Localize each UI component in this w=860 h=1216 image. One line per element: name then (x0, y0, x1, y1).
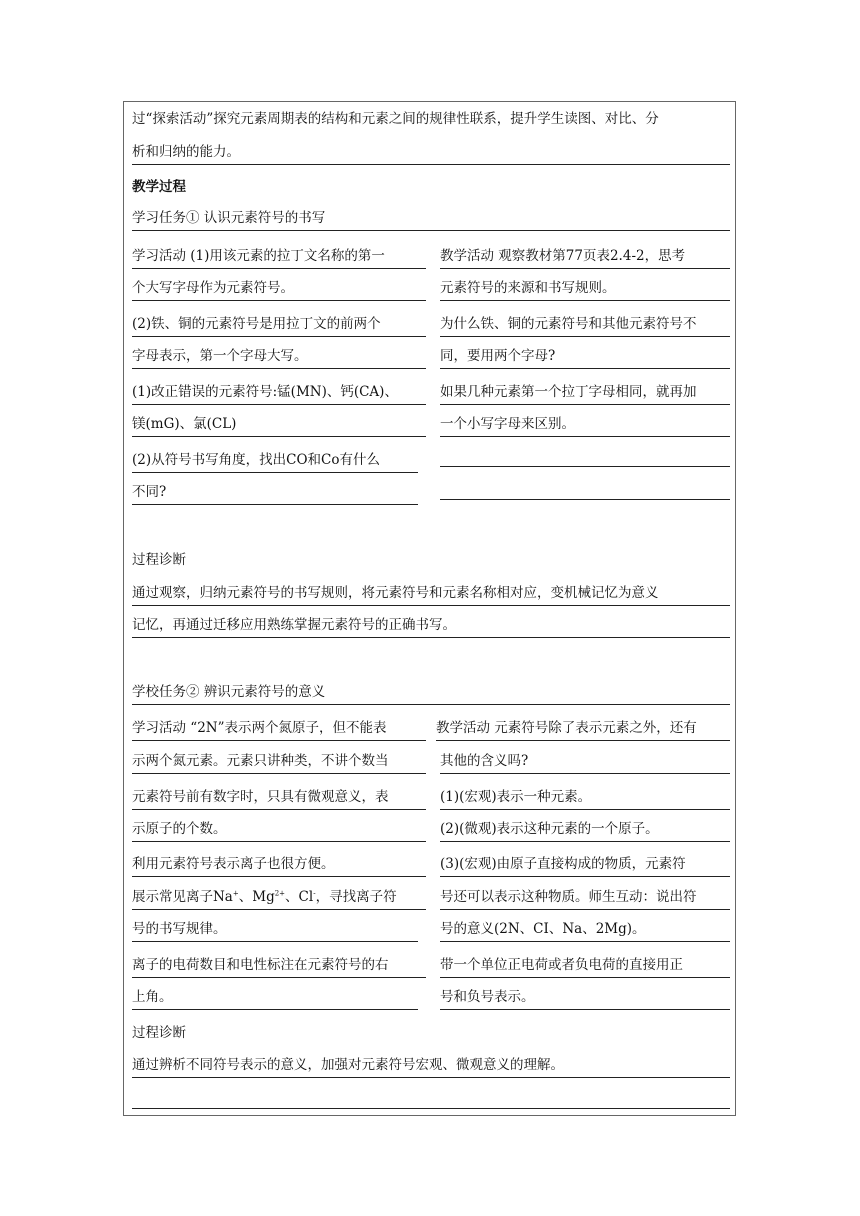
task1-diagnosis-line-1: 通过观察，归纳元素符号的书写规则，将元素符号和元素名称相对应，变机械记忆为意义 (132, 582, 730, 606)
task2-right-line-8: 带一个单位正电荷或者负电荷的直接用正 (440, 954, 730, 978)
task1-right-blank-line (440, 499, 730, 500)
task2-right-line-5: (3)(宏观)由原子直接构成的物质，元素符 (440, 853, 730, 877)
task1-right-line-3: 为什么铁、铜的元素符号和其他元素符号不 (440, 313, 730, 337)
task1-right-line-4: 同，要用两个字母? (440, 345, 730, 369)
task1-right-line-6: 一个小写字母来区别。 (440, 413, 730, 437)
task2-left-line-4: 示原子的个数。 (132, 818, 426, 842)
task2-left-line-5: 利用元素符号表示离子也很方便。 (132, 853, 426, 877)
task2-right-line-1: 教学活动 元素符号除了表示元素之外，还有 (436, 717, 730, 741)
task1-right-line-5: 如果几种元素第一个拉丁字母相同，就再加 (440, 381, 730, 405)
task2-right-line-4: (2)(微观)表示这种元素的一个原子。 (440, 818, 730, 842)
task2-left-line-6: 展示常见离子Na+、$Mg^{2+}$、Cl-，寻找离子符 (132, 886, 426, 910)
task1-left-line-5: (1)改正错误的元素符号:锰(MN)、钙(CA)、 (132, 381, 426, 405)
task2-right-label: 教学活动 (436, 720, 490, 736)
chloride-ion-charge: - (313, 889, 316, 898)
task2-left-label: 学习活动 (132, 720, 186, 736)
task1-left-label: 学习活动 (132, 248, 186, 264)
task1-left-line-7: (2)从符号书写角度，找出CO和Co有什么 (132, 449, 418, 473)
sodium-ion-charge: + (232, 889, 239, 898)
task1-header (132, 207, 730, 231)
task2-left-line-2: 示两个氮元素。元素只讲种类，不讲个数当 (132, 750, 426, 774)
task1-left-line-3: (2)铁、铜的元素符号是用拉丁文的前两个 (132, 313, 426, 337)
task1-right-line-2: 元素符号的来源和书写规则。 (440, 277, 730, 301)
task2-left-line-8: 离子的电荷数目和电性标注在元素符号的右 (132, 954, 426, 978)
task1-diagnosis-label: 过程诊断 (132, 552, 186, 568)
task1-left-line-2: 个大写字母作为元素符号。 (132, 277, 426, 301)
task1-title: 认识元素符号的书写 (199, 210, 326, 226)
task2-left-line-3: 元素符号前有数字时，只具有微观意义，表 (132, 786, 426, 810)
task1-prefix: 学习任务① (132, 210, 200, 226)
task2-left-line-7: 号的书写规律。 (132, 918, 418, 942)
task1-right-blank-line (440, 466, 730, 467)
task2-right-line-2: 其他的含义吗? (440, 750, 730, 774)
section-heading: 教学过程 (132, 179, 186, 195)
intro-line-1: 过“探索活动”探究元素周期表的结构和元素之间的规律性联系，提升学生读图、对比、分 (132, 111, 659, 127)
task2-prefix: 学校任务② (132, 684, 200, 700)
task2-blank-line (132, 1108, 730, 1109)
magnesium-ion-charge: 2+ (274, 889, 286, 898)
task2-diagnosis-label: 过程诊断 (132, 1025, 186, 1041)
task1-right-label: 教学活动 (440, 248, 494, 264)
task1-diagnosis-line-2: 记忆，再通过迁移应用熟练掌握元素符号的正确书写。 (132, 614, 730, 638)
intro-line-2: 析和归纳的能力。 (132, 141, 730, 165)
task1-right-line-1: 教学活动 观察教材第77页表2.4-2，思考 (440, 245, 730, 269)
task1-left-line-6: 镁(mG)、氯(CL) (132, 413, 426, 437)
task1-left-line-1: 学习活动 (1)用该元素的拉丁文名称的第一 (132, 245, 426, 269)
task2-header (132, 681, 730, 705)
task1-left-line-4: 字母表示，第一个字母大写。 (132, 345, 426, 369)
task2-right-line-7: 号的意义(2N、CI、Na、2Mg)。 (440, 918, 730, 942)
task2-right-line-9: 号和负号表示。 (440, 986, 730, 1010)
task1-left-line-8: 不同? (132, 481, 418, 505)
task2-diagnosis-line: 通过辨析不同符号表示的意义，加强对元素符号宏观、微观意义的理解。 (132, 1054, 730, 1078)
task2-left-line-1: 学习活动 “2N”表示两个氮原子，但不能表 (132, 717, 426, 741)
task2-title: 辨识元素符号的意义 (199, 684, 326, 700)
task2-right-line-6: 号还可以表示这种物质。师生互动：说出符 (440, 886, 730, 910)
task2-right-line-3: (1)(宏观)表示一种元素。 (440, 786, 730, 810)
task2-left-line-9: 上角。 (132, 986, 418, 1010)
